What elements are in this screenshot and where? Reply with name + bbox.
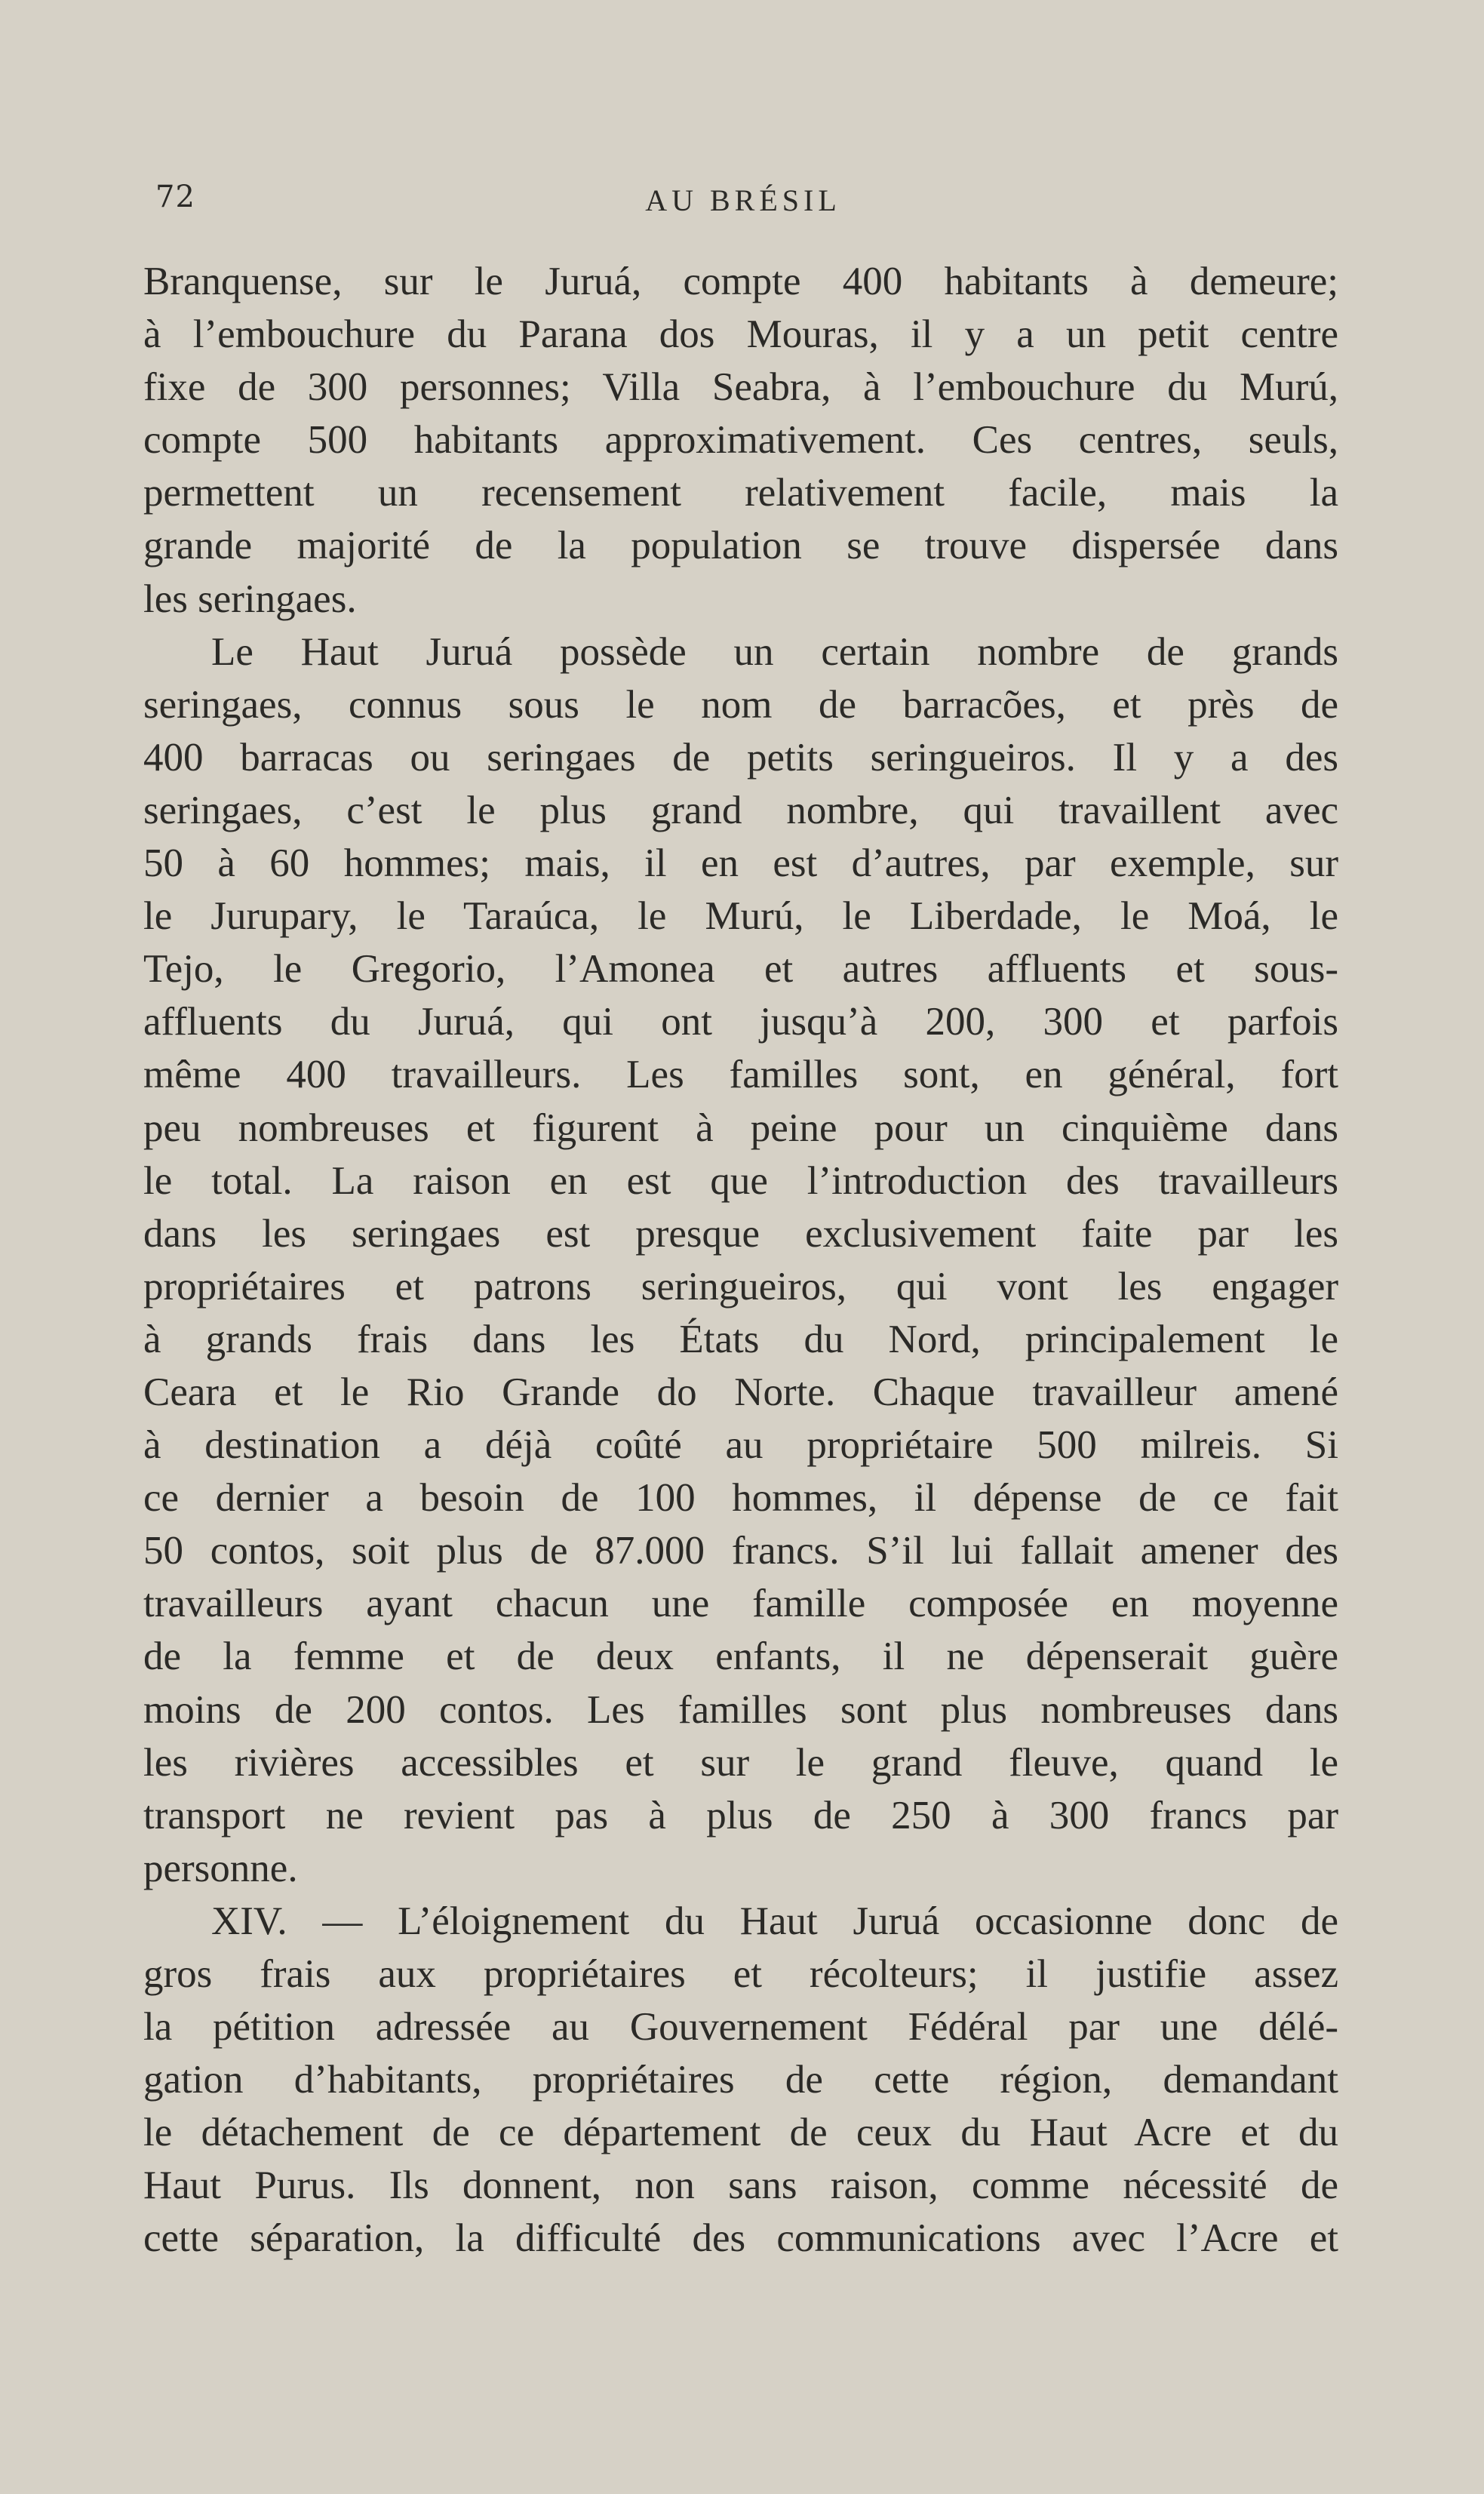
text-line: seringaes, connus sous le nom de barracões, et près de (143, 682, 1338, 727)
text-line: propriétaires et patrons seringueiros, qui vont les engager (143, 1264, 1338, 1309)
text-line: le détachement de ce département de ceux du Haut Acre et du (143, 2111, 1338, 2155)
text-line: de la femme et de deux enfants, il ne dépenserait guère (143, 1634, 1338, 1679)
text-line: à destination a déjà coûté au propriétaire 500 milreis. Si (143, 1423, 1338, 1468)
body-text (143, 255, 1338, 2265)
text-line: peu nombreuses et figurent à peine pour un cinquième dans (143, 1106, 1338, 1150)
text-line: gros frais aux propriétaires et récolteurs; il justifie assez (143, 1952, 1338, 1996)
text-line: moins de 200 contos. Les familles sont plus nombreuses dans (143, 1687, 1338, 1732)
text-line: Haut Purus. Ils donnent, non sans raison, comme nécessité de (143, 2163, 1338, 2208)
text-line: les seringaes. (143, 577, 357, 621)
text-line: XIV. — L’éloignement du Haut Juruá occasionne donc de (211, 1899, 1338, 1943)
text-line: permettent un recensement relativement facile, mais la (143, 471, 1338, 515)
text-line: dans les seringaes est presque exclusivement faite par les (143, 1211, 1338, 1256)
text-line: à l’embouchure du Parana dos Mouras, il y a un petit centre (143, 312, 1338, 357)
text-line: Le Haut Juruá possède un certain nombre de grands (211, 629, 1338, 674)
text-line: personne. (143, 1846, 298, 1890)
text-line: cette séparation, la difficulté des communications avec l’Acre et (143, 2216, 1338, 2261)
text-line: la pétition adressée au Gouvernement Fédéral par une délé- (143, 2005, 1338, 2050)
text-line: à grands frais dans les États du Nord, principalement le (143, 1317, 1338, 1361)
text-line: travailleurs ayant chacun une famille composée en moyenne (143, 1582, 1338, 1626)
text-line: Branquense, sur le Juruá, compte 400 habitants à demeure; (143, 260, 1338, 303)
text-line: seringaes, c’est le plus grand nombre, qui travaillent avec (143, 788, 1338, 832)
text-line: Tejo, le Gregorio, l’Amonea et autres affluents et sous- (143, 947, 1338, 992)
text-line: gation d’habitants, propriétaires de cette région, demandant (143, 2058, 1338, 2102)
text-line: compte 500 habitants approximativement. Ces centres, seuls, (143, 418, 1338, 463)
text-line: le Jurupary, le Taraúca, le Murú, le Liberdade, le Moá, le (143, 894, 1338, 939)
text-line: Ceara et le Rio Grande do Norte. Chaque travailleur amené (143, 1370, 1338, 1414)
text-line: transport ne revient pas à plus de 250 à 300 francs par (143, 1793, 1338, 1837)
page-number: 72 (155, 180, 195, 214)
text-line: ce dernier a besoin de 100 hommes, il dépense de ce fait (143, 1476, 1338, 1521)
page-header (143, 180, 1343, 225)
text-line: 50 contos, soit plus de 87.000 francs. S’il lui fallait amener des (143, 1529, 1338, 1573)
text-line: même 400 travailleurs. Les familles sont, en général, fort (143, 1053, 1338, 1097)
running-head: AU BRÉSIL (645, 183, 841, 217)
text-line: les rivières accessibles et sur le grand fleuve, quand le (143, 1740, 1338, 1785)
text-line: fixe de 300 personnes; Villa Seabra, à l’embouchure du Murú, (143, 365, 1338, 410)
text-line: affluents du Juruá, qui ont jusqu’à 200, 300 et parfois (143, 1000, 1338, 1044)
text-line: 50 à 60 hommes; mais, il en est d’autres, par exemple, sur (143, 841, 1338, 886)
text-line: grande majorité de la population se trouve dispersée dans (143, 524, 1338, 568)
text-line: 400 barracas ou seringaes de petits seringueiros. Il y a des (143, 735, 1338, 780)
text-line: le total. La raison en est que l’introduction des travailleurs (143, 1158, 1338, 1203)
